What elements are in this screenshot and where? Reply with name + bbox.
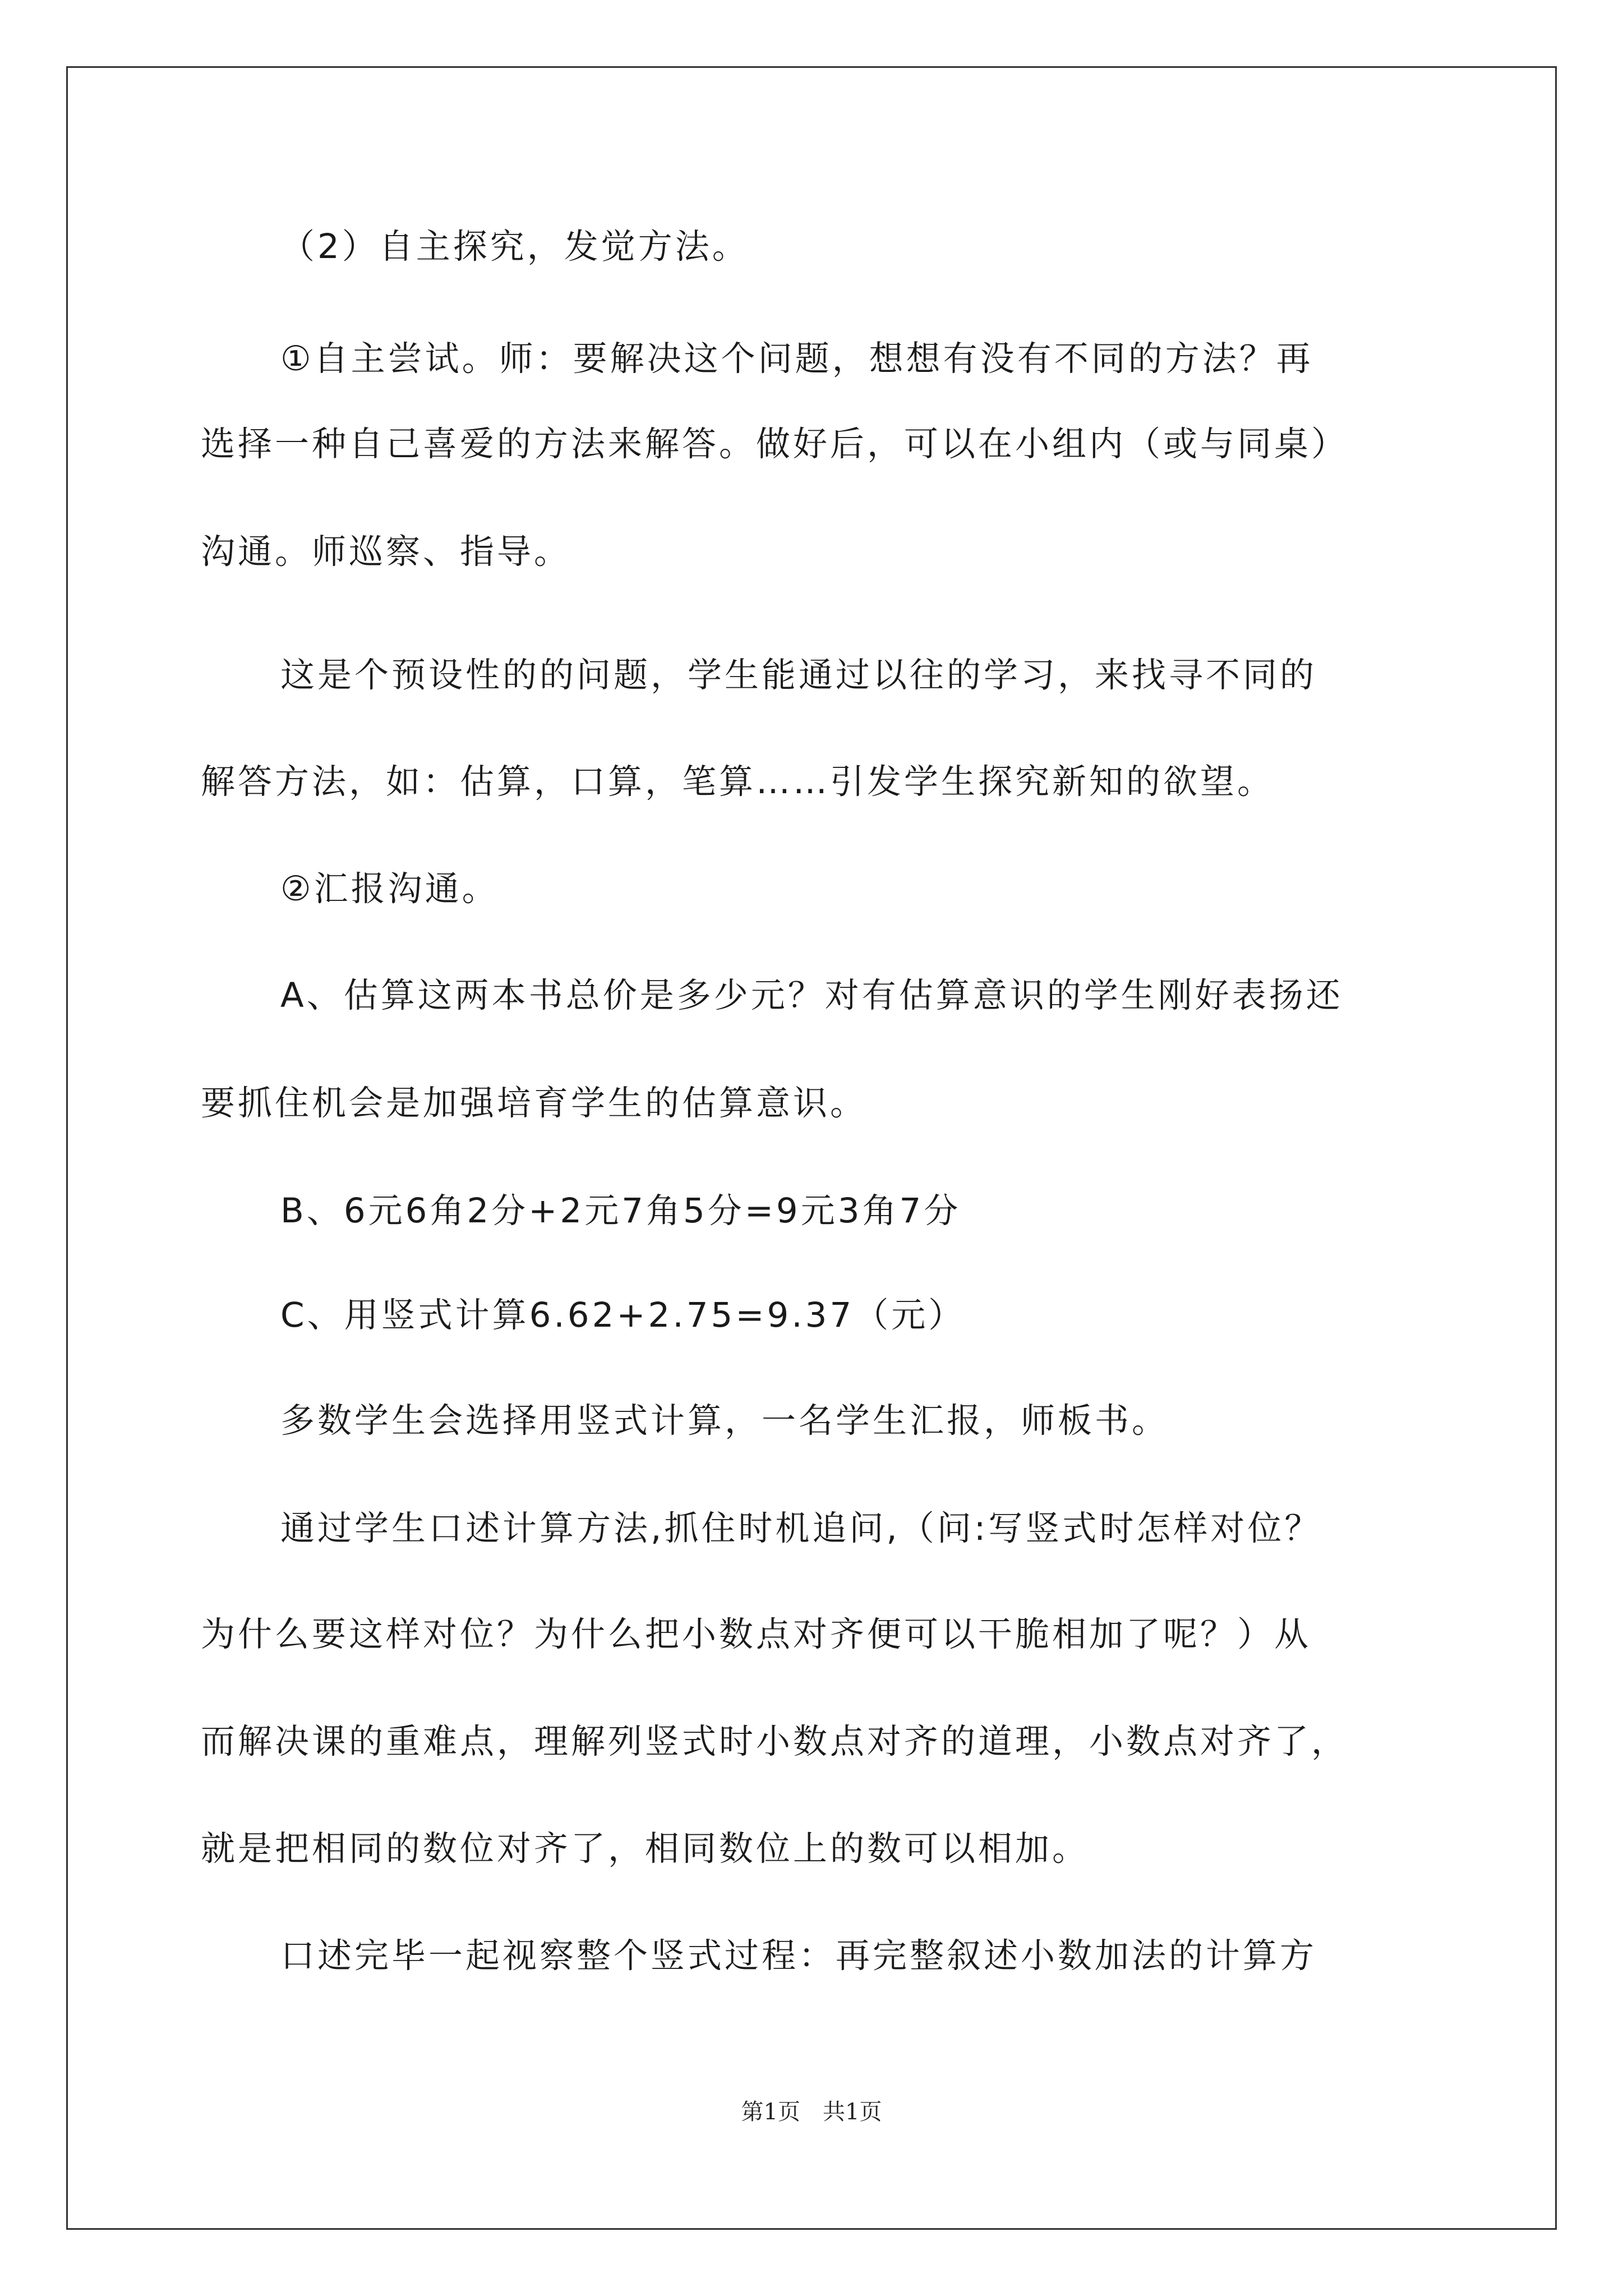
- paragraph-line: 口述完毕一起视察整个竖式过程：再完整叙述小数加法的计算方: [280, 1936, 1317, 1976]
- page-footer: 第1页 共1页: [741, 2099, 882, 2125]
- paragraph-line: 这是个预设性的的问题，学生能通过以往的学习，来找寻不同的: [280, 655, 1317, 695]
- paragraph-line: （2）自主探究，发觉方法。: [280, 227, 749, 266]
- paragraph-line: A、估算这两本书总价是多少元？对有估算意识的学生刚好表扬还: [280, 976, 1343, 1015]
- paragraph-line: 通过学生口述计算方法,抓住时机追问,（问:写竖式时怎样对位？: [280, 1508, 1322, 1548]
- paragraph-line: 就是把相同的数位对齐了，相同数位上的数可以相加。: [201, 1829, 1090, 1869]
- paragraph-line: ①自主尝试。师：要解决这个问题，想想有没有不同的方法？再: [280, 339, 1313, 379]
- paragraph-line: 选择一种自己喜爱的方法来解答。做好后，可以在小组内（或与同桌）: [201, 424, 1349, 464]
- page-border: [66, 66, 1557, 2230]
- paragraph-line: 解答方法，如：估算，口算，笔算……引发学生探究新知的欲望。: [201, 762, 1275, 802]
- paragraph-line: 多数学生会选择用竖式计算，一名学生汇报，师板书。: [280, 1401, 1169, 1441]
- paragraph-line: 沟通。师巡察、指导。: [201, 532, 571, 572]
- paragraph-line: 而解决课的重难点，理解列竖式时小数点对齐的道理，小数点对齐了，: [201, 1722, 1349, 1761]
- paragraph-line: ②汇报沟通。: [280, 869, 499, 909]
- paragraph-line: C、用竖式计算6.62+2.75=9.37（元）: [280, 1295, 966, 1335]
- paragraph-line: 要抓住机会是加强培育学生的估算意识。: [201, 1083, 868, 1123]
- paragraph-line: B、6元6角2分+2元7角5分=9元3角7分: [280, 1191, 961, 1231]
- paragraph-line: 为什么要这样对位？为什么把小数点对齐便可以干脆相加了呢？）从: [201, 1614, 1312, 1654]
